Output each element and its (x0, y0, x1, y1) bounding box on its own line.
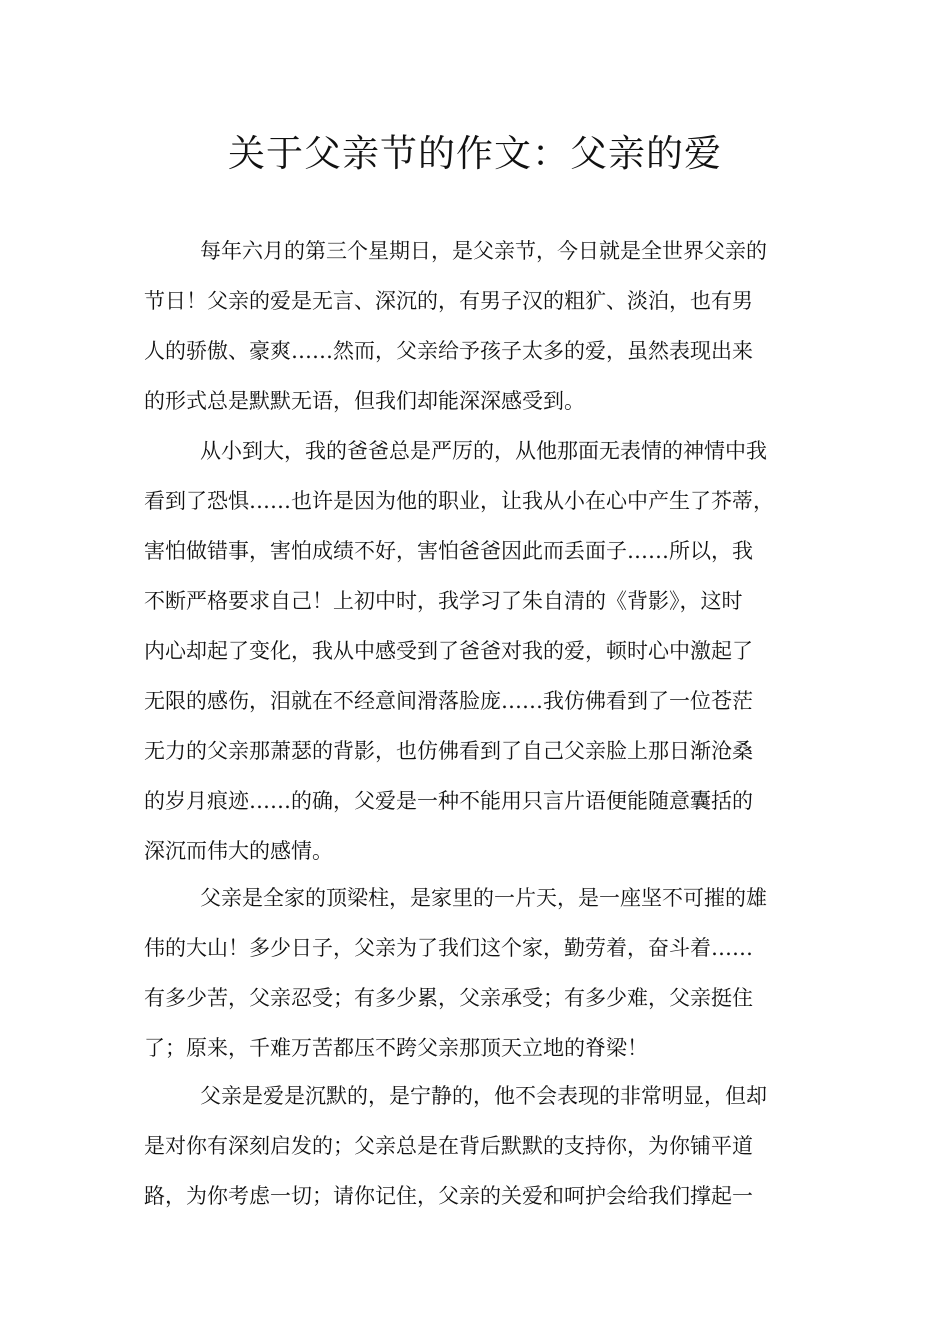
paragraph-2-line-9: 深沉而伟大的感情。 (144, 839, 333, 863)
paragraph-1-line-4: 的形式总是默默无语，但我们却能深深感受到。 (144, 389, 585, 413)
paragraph-4-line-1: 父亲是爱是沉默的，是宁静的，他不会表现的非常明显，但却 (200, 1084, 767, 1108)
paragraph-4-line-2: 是对你有深刻启发的；父亲总是在背后默默的支持你，为你铺平道 (144, 1134, 753, 1158)
paragraph-2-line-3: 害怕做错事，害怕成绩不好，害怕爸爸因此而丢面子……所以，我 (144, 539, 753, 563)
paragraph-3-line-1: 父亲是全家的顶梁柱，是家里的一片天，是一座坚不可摧的雄 (200, 886, 767, 910)
paragraph-2-line-2: 看到了恐惧……也许是因为他的职业，让我从小在心中产生了芥蒂， (144, 489, 774, 513)
paragraph-2-line-5: 内心却起了变化，我从中感受到了爸爸对我的爱，顿时心中激起了 (144, 639, 753, 663)
paragraph-3-line-3: 有多少苦，父亲忍受；有多少累，父亲承受；有多少难，父亲挺住 (144, 986, 753, 1010)
paragraph-4-line-3: 路，为你考虑一切；请你记住，父亲的关爱和呵护会给我们撑起一 (144, 1184, 753, 1208)
paragraph-1-line-3: 人的骄傲、豪爽……然而，父亲给予孩子太多的爱，虽然表现出来 (144, 339, 753, 363)
paragraph-2-line-6: 无限的感伤，泪就在不经意间滑落脸庞……我仿佛看到了一位苍茫 (144, 689, 753, 713)
paragraph-2-line-4: 不断严格要求自己！上初中时，我学习了朱自清的《背影》，这时 (144, 589, 743, 613)
paragraph-3-line-4: 了；原来，千难万苦都压不跨父亲那顶天立地的脊梁！ (144, 1036, 648, 1060)
paragraph-2-line-1: 从小到大，我的爸爸总是严厉的，从他那面无表情的神情中我 (200, 439, 767, 463)
paragraph-2-line-8: 的岁月痕迹……的确，父爱是一种不能用只言片语便能随意囊括的 (144, 789, 753, 813)
paragraph-1-line-2: 节日！父亲的爱是无言、深沉的，有男子汉的粗犷、淡泊，也有男 (144, 289, 753, 313)
paragraph-2-line-7: 无力的父亲那萧瑟的背影，也仿佛看到了自己父亲脸上那日渐沧桑 (144, 739, 753, 763)
document-title: 关于父亲节的作文：父亲的爱 (228, 132, 722, 175)
paragraph-1-line-1: 每年六月的第三个星期日，是父亲节，今日就是全世界父亲的 (200, 239, 767, 263)
paragraph-3-line-2: 伟的大山！多少日子，父亲为了我们这个家，勤劳着，奋斗着…… (144, 936, 753, 960)
